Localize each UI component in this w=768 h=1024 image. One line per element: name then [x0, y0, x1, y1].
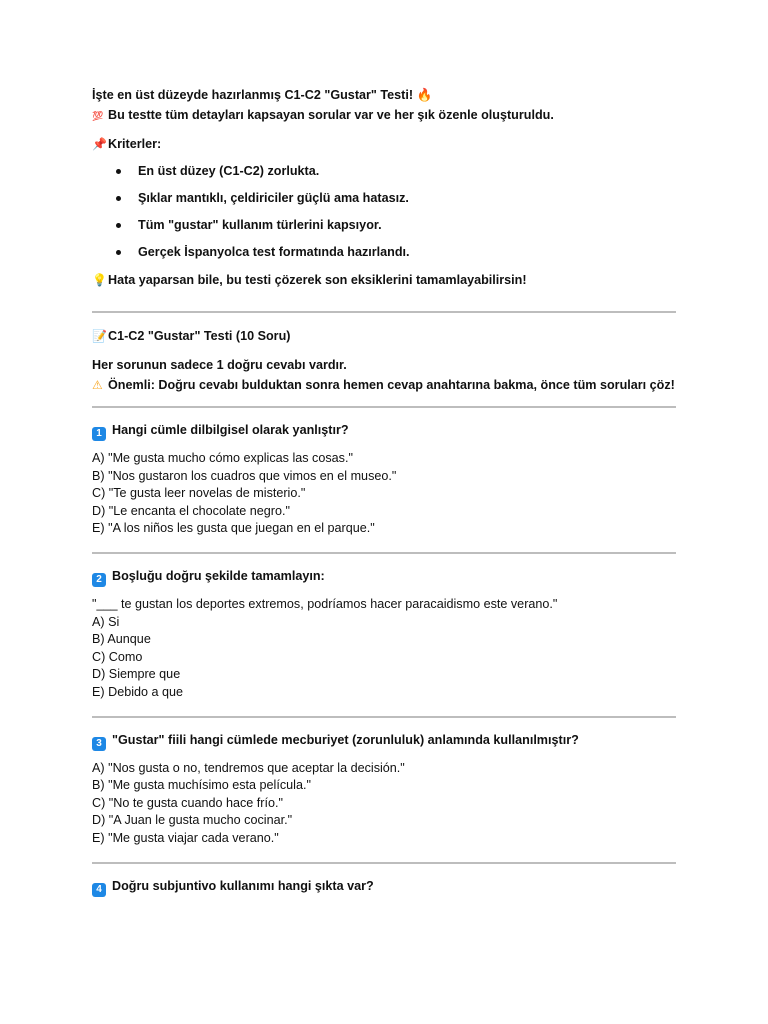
test-title-line — [92, 327, 676, 346]
criteria-heading — [92, 135, 676, 154]
divider — [92, 862, 676, 864]
question-title — [92, 421, 676, 441]
question-title — [92, 877, 676, 897]
intro-subtitle-line — [92, 106, 676, 126]
option-item: E) "Me gusta viajar cada verano." — [92, 830, 279, 845]
divider — [92, 552, 676, 554]
number-badge: 1 — [92, 427, 106, 441]
divider — [92, 716, 676, 718]
divider — [92, 406, 676, 408]
fire-icon: 🔥 — [416, 88, 433, 102]
option-item: B) "Me gusta muchísimo esta película." — [92, 778, 311, 793]
option-item: B) Aunque — [92, 632, 151, 647]
options-list — [92, 450, 676, 538]
option-item: E) Debido a que — [92, 684, 184, 699]
warning-icon: ⚠ — [92, 378, 103, 392]
test-warning-line — [92, 376, 676, 395]
option-item: D) "Le encanta el chocolate negro." — [92, 503, 290, 518]
question-text: Hangi cümle dilbilgisel olarak yanlıştır? — [112, 423, 349, 437]
question-title — [92, 567, 676, 587]
intro-subtitle: Bu testte tüm detayları kapsayan sorular var ve her şık özenle oluşturuldu. — [108, 108, 554, 122]
test-warning: Önemli: Doğru cevabı bulduktan sonra hemen cevap anahtarına bakma, önce tüm soruları çöz! — [108, 378, 675, 392]
number-badge: 3 — [92, 737, 106, 751]
option-item: C) "Te gusta leer novelas de misterio." — [92, 486, 306, 501]
criteria-label: Kriterler: — [108, 137, 162, 151]
options-list — [92, 760, 676, 848]
tip-text: Hata yaparsan bile, bu testi çözerek son eksiklerini tamamlayabilirsin! — [108, 273, 527, 287]
option-item: A) "Nos gusta o no, tendremos que aceptar la decisión." — [92, 760, 405, 775]
criteria-item: En üst düzey (C1-C2) zorlukta. — [92, 162, 676, 181]
test-note: Her sorunun sadece 1 doğru cevabı vardır. — [92, 358, 347, 372]
question-title — [92, 731, 676, 751]
options-list — [92, 596, 676, 702]
light-bulb-icon: 💡 — [92, 273, 107, 287]
criteria-item: Tüm "gustar" kullanım türlerini kapsıyor. — [92, 216, 676, 235]
criteria-item: Şıklar mantıklı, çeldiriciler güçlü ama hatasız. — [92, 189, 676, 208]
pushpin-icon: 📌 — [92, 137, 107, 151]
option-item: A) Si — [92, 614, 120, 629]
question-text: Doğru subjuntivo kullanımı hangi şıkta var? — [112, 878, 374, 893]
option-item: D) "A Juan le gusta mucho cocinar." — [92, 813, 293, 828]
question-text: Boşluğu doğru şekilde tamamlayın: — [112, 568, 325, 583]
question-text: "Gustar" fiili hangi cümlede mecburiyet (zorunluluk) anlamında kullanılmıştır? — [112, 732, 579, 747]
intro-title-line — [92, 86, 676, 105]
number-badge: 2 — [92, 573, 106, 587]
option-item: C) "No te gusta cuando hace frío." — [92, 795, 283, 810]
option-item: A) "Me gusta mucho cómo explicas las cosas." — [92, 451, 353, 465]
tip-line — [92, 271, 676, 290]
test-title: C1-C2 "Gustar" Testi (10 Soru) — [108, 329, 291, 343]
memo-icon: 📝 — [92, 329, 107, 343]
criteria-list — [92, 162, 676, 262]
option-item: D) Siempre que — [92, 667, 181, 682]
question-prompt: "___ te gustan los deportes extremos, podríamos hacer paracaidismo este verano." — [92, 596, 558, 611]
option-item: C) Como — [92, 649, 143, 664]
option-item: E) "A los niños les gusta que juegan en el parque." — [92, 521, 375, 536]
hundred-points-icon: 💯 — [92, 111, 104, 121]
option-item: B) "Nos gustaron los cuadros que vimos en el museo." — [92, 468, 397, 483]
intro-title: İşte en üst düzeyde hazırlanmış C1-C2 "Gustar" Testi! — [92, 88, 414, 102]
number-badge: 4 — [92, 883, 106, 897]
divider — [92, 311, 676, 313]
criteria-item: Gerçek İspanyolca test formatında hazırlandı. — [92, 243, 676, 262]
